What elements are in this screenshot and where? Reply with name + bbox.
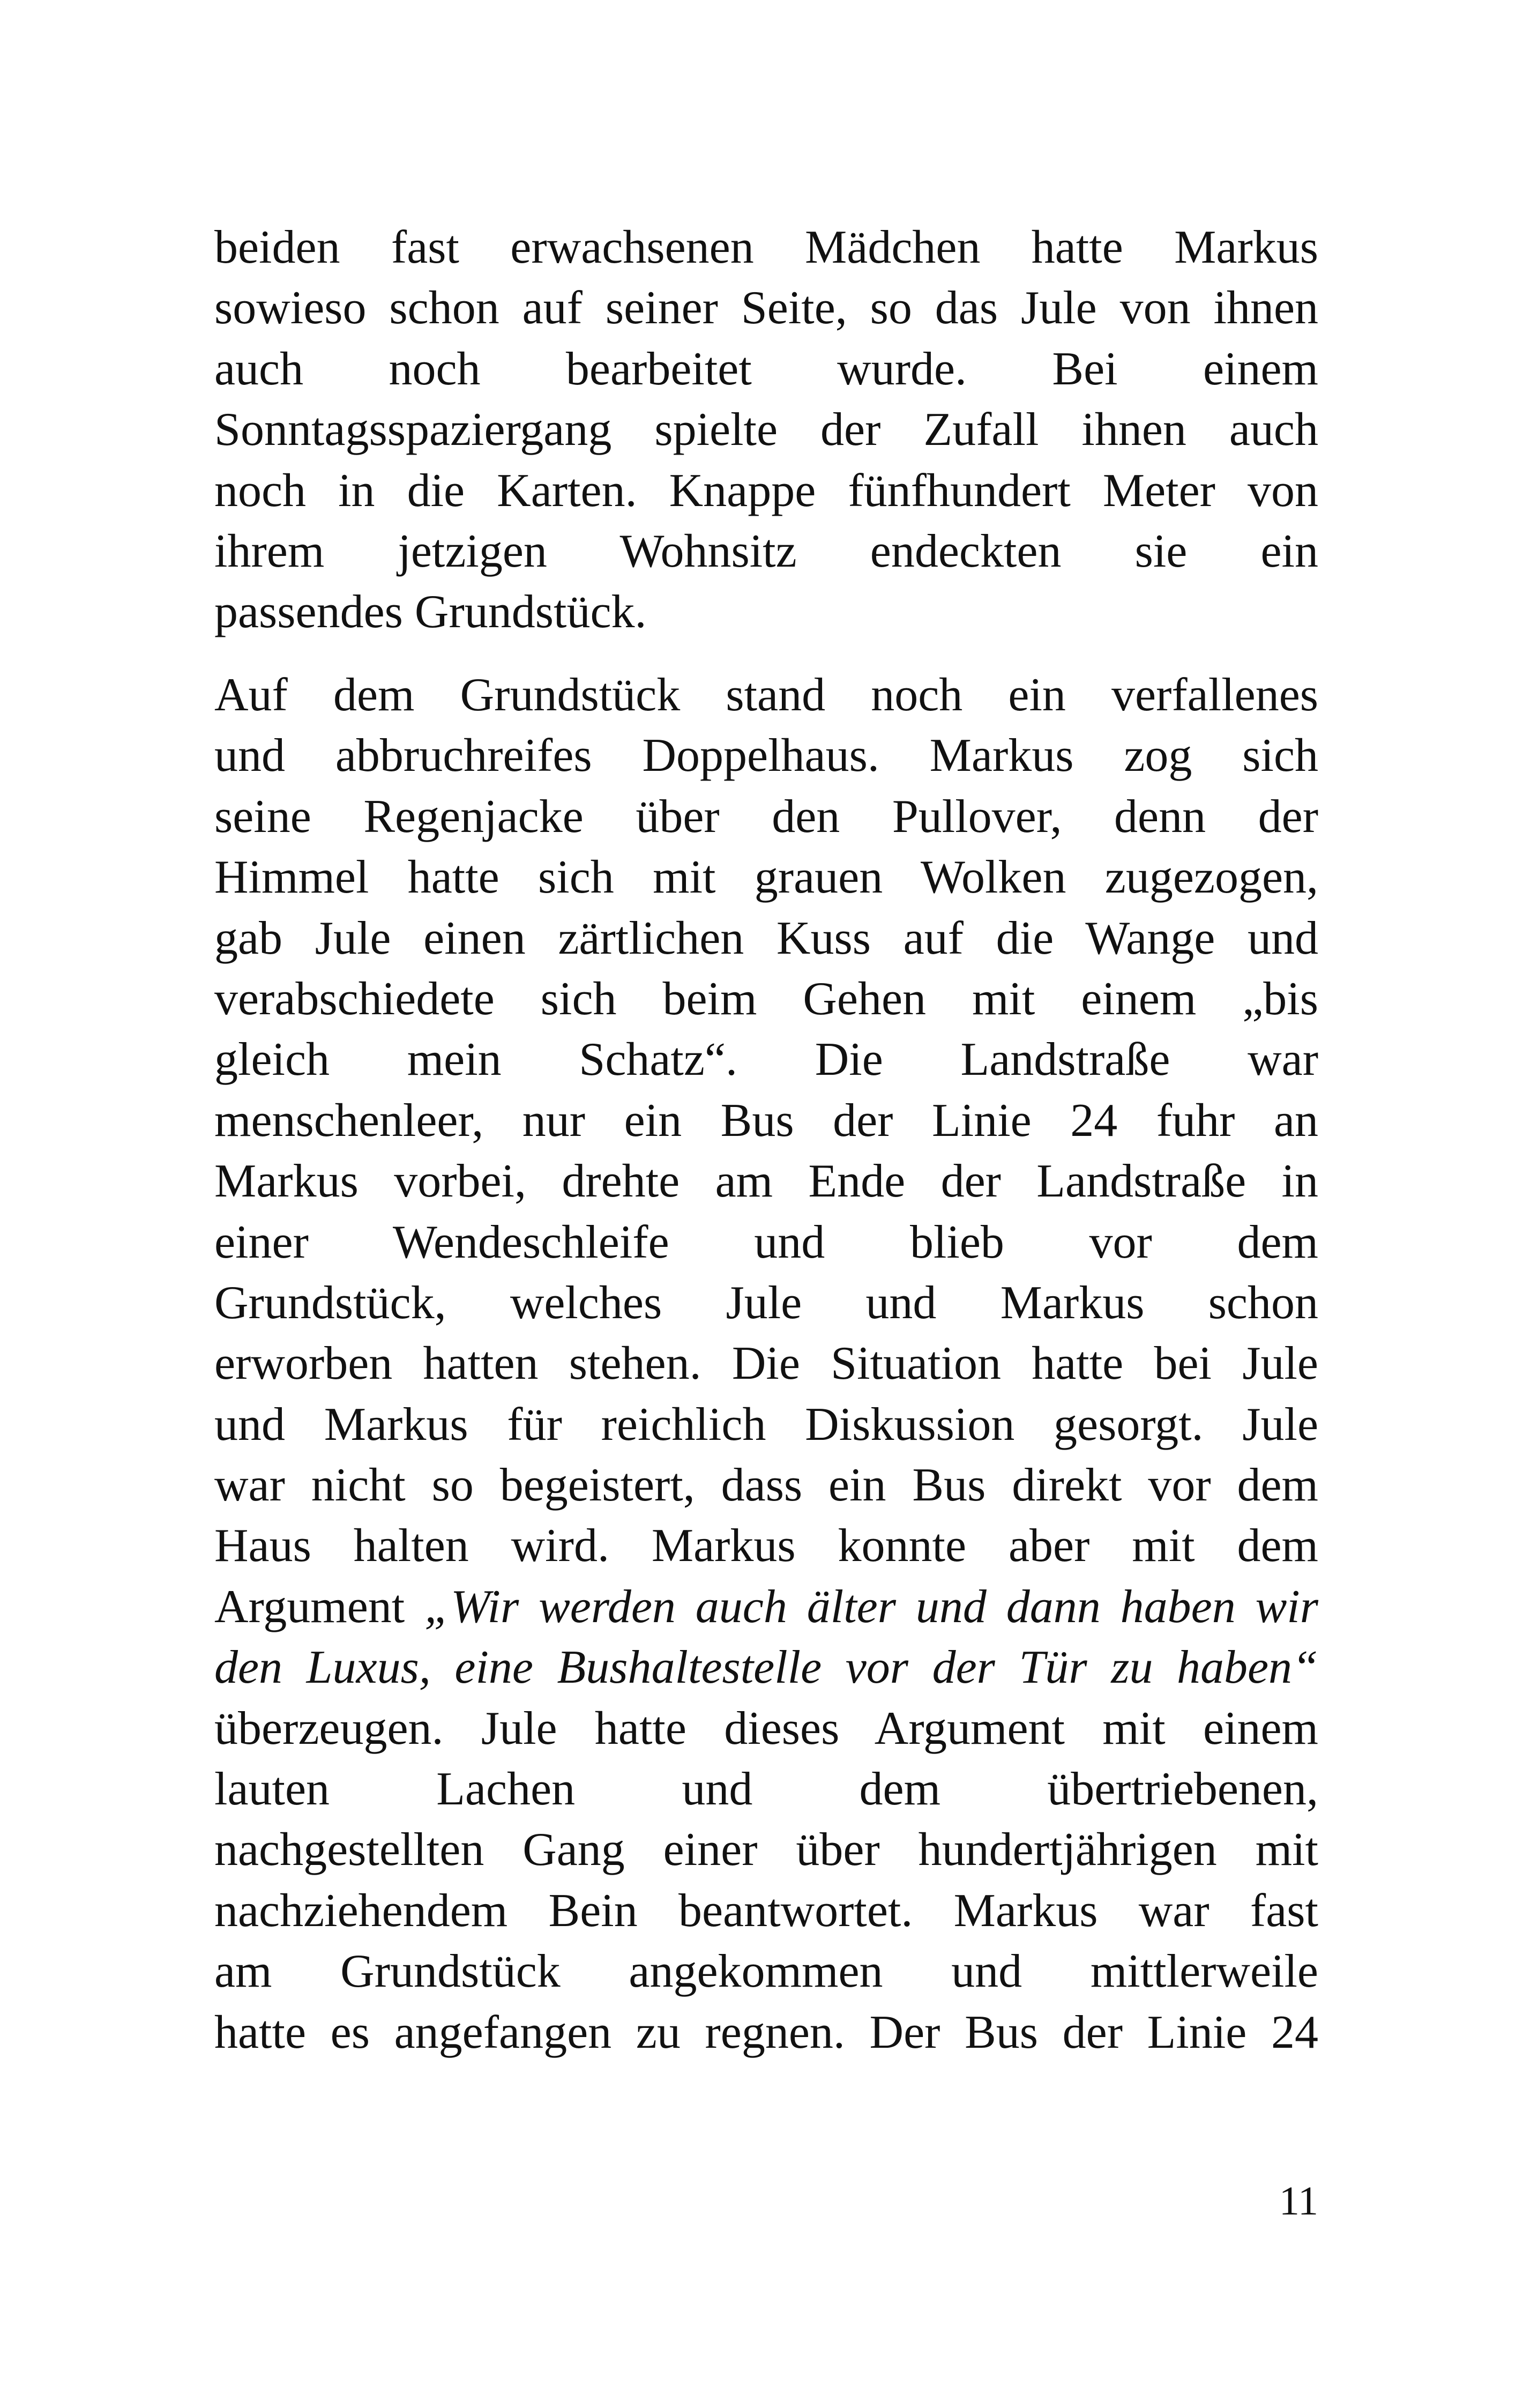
text-line: Sonntagsspaziergang spielte der Zufall ihnen auch — [214, 404, 1318, 456]
text-line: sowieso schon auf seiner Seite, so das Jule von ihnen — [214, 282, 1318, 335]
text-line: Haus halten wird. Markus konnte aber mit dem — [214, 1520, 1318, 1572]
text-line: war nicht so begeistert, dass ein Bus direkt vor dem — [214, 1459, 1318, 1512]
paragraph-1 — [214, 217, 1318, 643]
text-line: Himmel hatte sich mit grauen Wolken zugezogen, — [214, 851, 1318, 904]
text-line: erworben hatten stehen. Die Situation hatte bei Jule — [214, 1337, 1318, 1390]
text-line: Auf dem Grundstück stand noch ein verfallenes — [214, 669, 1318, 721]
text-line: nachziehendem Bein beantwortet. Markus war fast — [214, 1884, 1318, 1937]
text-line — [214, 1577, 1318, 1637]
text-line: passendes Grundstück. — [214, 586, 647, 638]
text-line: hatte es angefangen zu regnen. Der Bus der Linie 24 — [214, 2006, 1318, 2058]
text-line: gab Jule einen zärtlichen Kuss auf die Wange und — [214, 912, 1318, 964]
text-line: lauten Lachen und dem übertriebenen, — [214, 1763, 1318, 1816]
text-line: am Grundstück angekommen und mittlerweile — [214, 1945, 1318, 1998]
text-line: und abbruchreifes Doppelhaus. Markus zog sich — [214, 730, 1318, 782]
text-line: Markus vorbei, drehte am Ende der Landstraße in — [214, 1155, 1318, 1208]
text-line: auch noch bearbeitet wurde. Bei einem — [214, 343, 1318, 395]
text-line: verabschiedete sich beim Gehen mit einem „bis — [214, 972, 1318, 1025]
text-line: seine Regenjacke über den Pullover, denn der — [214, 790, 1318, 843]
text-segment: Argument — [214, 1580, 425, 1633]
text-line: beiden fast erwachsenen Mädchen hatte Markus — [214, 221, 1318, 273]
text-line: noch in die Karten. Knappe fünfhundert Meter von — [214, 464, 1318, 517]
paragraph-2 — [214, 665, 1318, 2063]
text-line: Grundstück, welches Jule und Markus schon — [214, 1276, 1318, 1329]
text-line: überzeugen. Jule hatte dieses Argument mit einem — [214, 1702, 1318, 1755]
text-line: nachgestellten Gang einer über hundertjährigen mit — [214, 1824, 1318, 1876]
text-line: einer Wendeschleife und blieb vor dem — [214, 1216, 1318, 1268]
page-number: 11 — [1279, 2179, 1318, 2224]
italic-quote-line: den Luxus, eine Bushaltestelle vor der Tür zu haben“ — [214, 1641, 1318, 1694]
text-line: menschenleer, nur ein Bus der Linie 24 fuhr an — [214, 1094, 1318, 1147]
text-line: ihrem jetzigen Wohnsitz endeckten sie ein — [214, 525, 1318, 577]
text-line: und Markus für reichlich Diskussion gesorgt. Jule — [214, 1398, 1318, 1451]
text-line: gleich mein Schatz“. Die Landstraße war — [214, 1034, 1318, 1086]
italic-quote: „Wir werden auch älter und dann haben wir — [424, 1580, 1318, 1633]
